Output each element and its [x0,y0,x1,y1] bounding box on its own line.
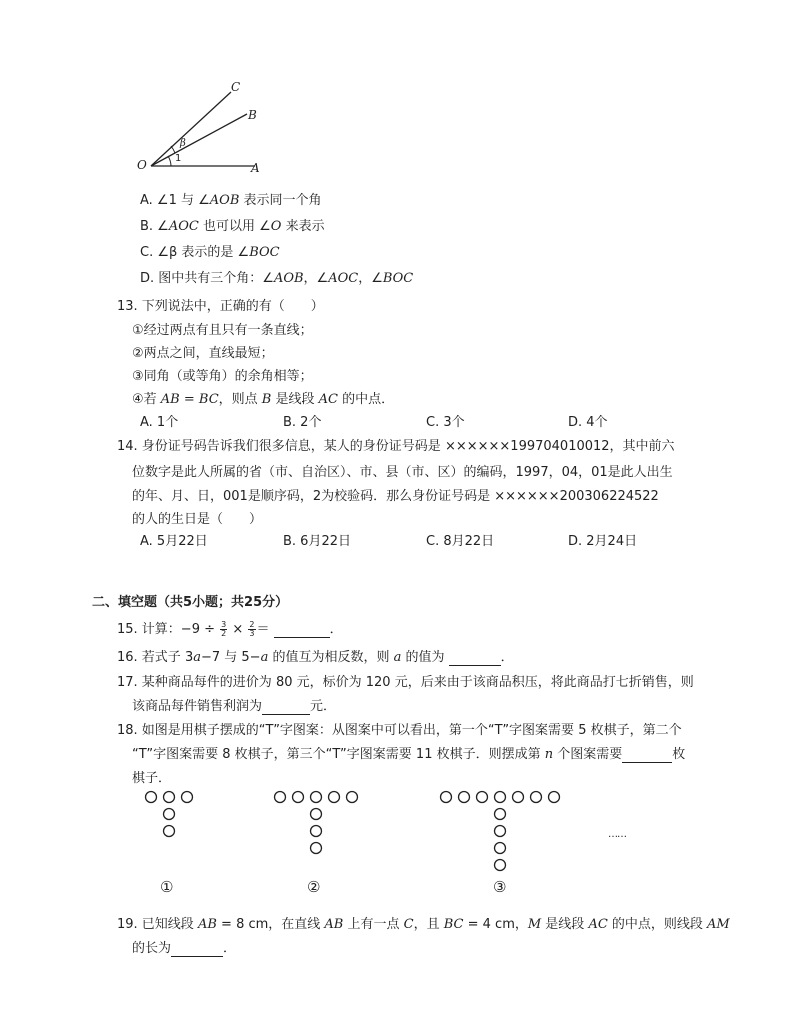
point-label-b: B [248,108,257,122]
fraction-2-3: $\frac{2}{3}$ [249,620,255,638]
point-label-a: A [251,161,260,175]
chess-piece [549,792,560,803]
chess-piece [495,809,506,820]
angle-arc-1 [168,156,171,166]
chess-piece [311,792,322,803]
pattern-label-2: ② [307,878,321,896]
q14-line-1: 14. 身份证号码告诉我们很多信息，某人的身份证号码是 ××××××199704010012，其中前六 [117,439,675,454]
q13-item-1: ①经过两点有且只有一条直线； [132,323,313,338]
chess-piece [275,792,286,803]
angle-arc-beta [171,146,175,153]
chess-piece [146,792,157,803]
q13-item-4: ④若 AB = BC，则点 B 是线段 AC 的中点． [132,392,395,407]
chess-piece [164,826,175,837]
chess-piece [477,792,488,803]
q17-line-1: 17. 某种商品每件的进价为 80 元，标价为 120 元，后来由于该商品积压，将此商品打七折销售，则 [117,675,694,690]
chess-piece [182,792,193,803]
chess-piece [441,792,452,803]
chess-piece [329,792,340,803]
q13-option-d: D. 4个 [568,415,608,430]
q17-answer-blank[interactable] [262,699,310,715]
continuation-dots: …… [608,829,626,840]
q13-item-3: ③同角（或等角）的余角相等； [132,369,313,384]
q13-option-c: C. 3个 [426,415,465,430]
q13-item-2: ②两点之间，直线最短； [132,346,274,361]
q14-line-4: 的人的生日是（ ） [132,512,263,527]
q19-line-1: 19. 已知线段 AB = 8 cm，在直线 AB 上有一点 C，且 BC = 4 cm，M 是线段 AC 的中点，则线段 AM [117,917,730,932]
q19-answer-blank[interactable] [171,941,223,957]
chess-piece [311,826,322,837]
q17-line-2: 该商品每件销售利润为 元． [132,699,337,714]
q14-line-3: 的年、月、日，001是顺序码，2为校验码．那么身份证号码是 ××××××200306224522 [132,489,659,504]
q12-option-b: B. ∠AOC 也可以用 ∠O 来表示 [140,219,325,234]
q18-line-3: 棋子． [132,771,172,786]
angle-label-beta: β [180,138,186,149]
chess-piece [495,860,506,871]
pattern-label-3: ③ [493,878,507,896]
chess-piece [164,792,175,803]
q19-line-2: 的长为 ． [132,941,237,956]
q13-option-a: A. 1个 [140,415,179,430]
q16: 16. 若式子 3a−7 与 5−a 的值互为相反数，则 a 的值为 ． [117,650,514,665]
angle-label-1: 1 [175,153,182,164]
q14-option-c: C. 8月22日 [426,534,495,549]
q14-option-b: B. 6月22日 [283,534,351,549]
t-pattern-figure [140,786,660,876]
chess-piece [293,792,304,803]
pattern-label-1: ① [160,878,174,896]
chess-piece [311,809,322,820]
chess-piece [311,843,322,854]
q18-line-2: “T”字图案需要 8 枚棋子，第三个“T”字图案需要 11 枚棋子．则摆成第 n 个图案需要 枚 [132,747,686,762]
point-label-c: C [231,80,241,94]
q12-option-c: C. ∠β 表示的是 ∠BOC [140,245,280,260]
q13-option-b: B. 2个 [283,415,322,430]
q13-stem: 13. 下列说法中，正确的有（ ） [117,299,324,314]
point-label-o: O [137,158,147,172]
fraction-3-2: $\frac{3}{2}$ [221,620,227,638]
chess-piece [495,826,506,837]
q14-option-a: A. 5月22日 [140,534,208,549]
chess-piece [164,809,175,820]
chess-piece [513,792,524,803]
q16-answer-blank[interactable] [449,650,501,666]
q14-line-2: 位数字是此人所属的省（市、自治区）、市、县（市、区）的编码，1997，04，01是此人出生 [132,465,673,480]
section-title: 二、填空题（共5小题；共25分） [92,595,289,610]
chess-piece [495,843,506,854]
q15: 15. 计算：−9 ÷ $\frac{3}{2}$ × $\frac{2}{3}$ ＝ ． [117,620,343,638]
q12-option-d: D. 图中共有三个角：∠AOB，∠AOC，∠BOC [140,271,414,286]
q18-answer-blank[interactable] [622,747,672,763]
q18-line-1: 18. 如图是用棋子摆成的“T”字图案：从图案中可以看出，第一个“T”字图案需要 5 枚棋子，第二个 [117,723,682,738]
chess-piece [495,792,506,803]
chess-piece [459,792,470,803]
chess-piece [347,792,358,803]
chess-piece [531,792,542,803]
q15-answer-blank[interactable] [274,622,330,638]
q14-option-d: D. 2月24日 [568,534,638,549]
q12-option-a: A. ∠1 与 ∠AOB 表示同一个角 [140,193,322,208]
